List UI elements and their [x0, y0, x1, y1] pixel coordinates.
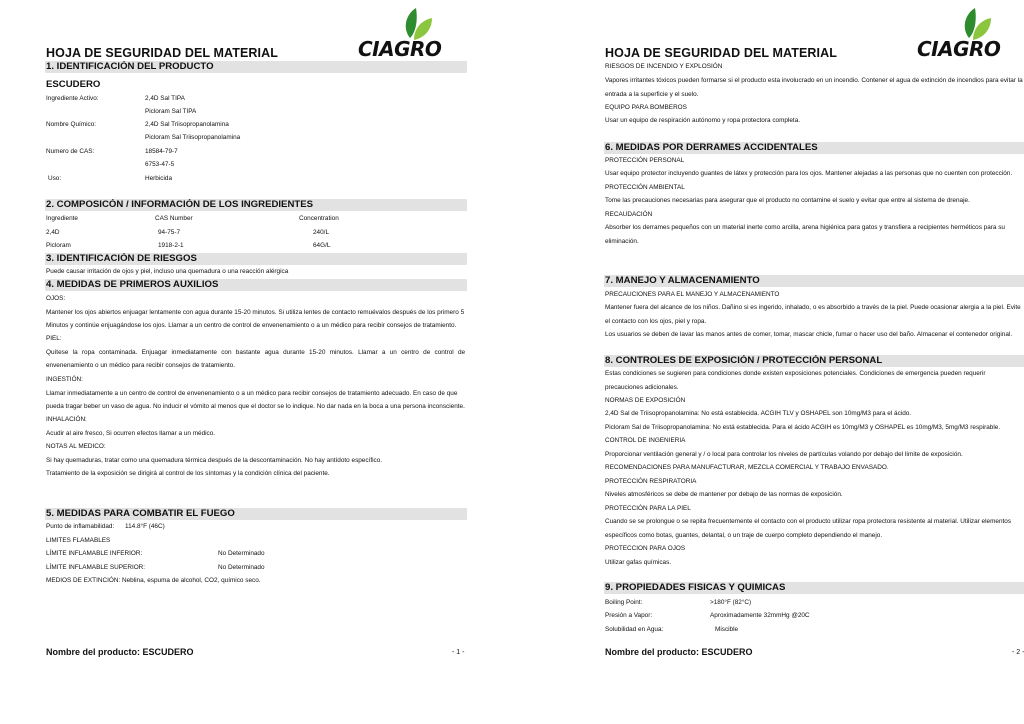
paragraph: Cuando se se prolongue o se repita frecuentemente el contacto con el producto utilizar ropa protectora resistente al material. Utilizar elementos: [605, 518, 1012, 525]
section-9-title: 9. PROPIEDADES FISICAS Y QUIMICAS: [604, 582, 1024, 594]
field-value: 18584-79-7: [145, 148, 178, 155]
document-page-2: [560, 0, 1024, 724]
subheading: INGESTIÓN:: [46, 376, 83, 383]
paragraph: Minutos y continúe enjuagándose los ojos. Llamar a un centro de control de envenenamiento o a un médico para recibir consejos de tratamiento.: [46, 322, 457, 329]
field-value: Herbicida: [145, 175, 172, 182]
paragraph: Llamar inmediatamente a un centro de control de envenenamiento o a un médico para recibir consejos de tratamiento adecuado. En caso de que: [46, 390, 458, 397]
paragraph: Picloram Sal de Triisopropanolamina: No está establecida. Para el ácido ACGIH es 10mg/M3 y OSHAPEL es 10mg/M3, 5mg/M3 respirable.: [605, 424, 1001, 431]
table-cell: 64G/L: [313, 242, 331, 249]
paragraph: Quítese la ropa contaminada. Enjuagar inmediatamente con bastante agua durante 15-20 minutos. Llamar a un centro de control de: [46, 349, 466, 356]
footer-product-name: Nombre del producto: ESCUDERO: [46, 647, 194, 657]
field-value: Miscible: [715, 626, 739, 633]
section-6-title: 6. MEDIDAS POR DERRAMES ACCIDENTALES: [604, 142, 1024, 154]
logo-wordmark: CIAGRO: [917, 37, 1001, 61]
subheading: PROTECCIÓN PARA LA PIEL: [605, 505, 691, 512]
page-number: - 2 -: [1012, 649, 1024, 656]
paragraph: Mantener los ojos abiertos enjuagar lentamente con agua durante 15-20 minutos. Si utiliza lentes de contacto remuévalos después de los primero 5: [46, 309, 465, 316]
paragraph: Vapores irritantes tóxicos pueden formarse si el producto esta involucrado en un incendio. Contener el agua de extinción de incendios para evitar la: [605, 77, 1023, 84]
paragraph: Absorber los derrames pequeños con un material inerte como arcilla, arena higiénica para gatos y transfiera a recipientes herméticos para su: [605, 224, 1005, 231]
subheading: PROTECCIÓN RESPIRATORIA: [605, 478, 697, 485]
document-title: HOJA DE SEGURIDAD DEL MATERIAL: [605, 46, 837, 60]
paragraph: Tome las precauciones necesarias para asegurar que el producto no contamine el suelo y evitar que entre al sistema de drenaje.: [605, 197, 970, 204]
field-label: Nombre Químico:: [46, 121, 97, 128]
field-label: LÍMITE INFLAMABLE INFERIOR:: [46, 550, 143, 557]
section-3-title: 3. IDENTIFICACIÓN DE RIESGOS: [45, 253, 467, 265]
field-value: Picloram Sal TIPA: [145, 108, 197, 115]
paragraph: 2,4D Sal de Triisopropanolamina: No está establecida. ACGIH TLV y OSHAPEL son 10mg/M3 para el ácido.: [605, 410, 912, 417]
paragraph: Los usuarios se deben de lavar las manos antes de comer, tomar, mascar chicle, fumar o hacer uso del baño. Almacenar el contenedor original.: [605, 331, 1013, 338]
table-header: Concentration: [299, 215, 339, 222]
subheading: PROTECCIÓN PERSONAL: [605, 157, 685, 164]
subheading: PRECAUCIONES PARA EL MANEJO Y ALMACENAMIENTO: [605, 291, 780, 298]
table-cell: 2,4D: [46, 229, 60, 236]
subheading: CONTROL DE INGENIERIA: [605, 437, 686, 444]
paragraph: Tratamiento de la exposición se dirigirá al control de los síntomas y la condición clínica del paciente.: [46, 470, 330, 477]
paragraph: MEDIOS DE EXTINCIÓN: Neblina, espuma de alcohol, CO2, químico seco.: [46, 577, 261, 584]
subheading: EQUIPO PARA BOMBEROS: [605, 104, 687, 111]
field-label: Punto de inflamabilidad:: [46, 523, 115, 530]
field-label: Solubilidad en Agua:: [605, 626, 664, 633]
paragraph: Mantener fuera del alcance de los niños. Dañino si es ingerido, inhalado, o es absorbido a través de la piel. Puede ocasionar alergia a la piel. Evite: [605, 304, 1021, 311]
logo-wordmark: CIAGRO: [358, 37, 442, 61]
field-value: >180°F (82°C): [710, 599, 752, 606]
field-value: 114.8°F (46C): [125, 523, 165, 530]
section-1-title: 1. IDENTIFICACIÓN DEL PRODUCTO: [45, 61, 467, 73]
paragraph: Si hay quemaduras, tratar como una quemadura térmica después de la descontaminación. No hay antídoto específico.: [46, 457, 383, 464]
table-cell: 240/L: [313, 229, 329, 236]
table-cell: Picloram: [46, 242, 71, 249]
footer-product-name: Nombre del producto: ESCUDERO: [605, 647, 753, 657]
subheading: RIESGOS DE INCENDIO Y EXPLOSIÓN: [605, 63, 723, 70]
subheading: LIMITES FLAMABLES: [46, 537, 111, 544]
paragraph: Estas condiciones se sugieren para condiciones donde existen exposiciones potenciales. Condiciones de emergencia pueden requerir: [605, 370, 986, 377]
table-cell: 1918-2-1: [158, 242, 184, 249]
section-7-title: 7. MANEJO Y ALMACENAMIENTO: [604, 275, 1024, 287]
paragraph: Usar un equipo de respiración autónomo y ropa protectora completa.: [605, 117, 801, 124]
field-value: Aproximadamente 32mmHg @20C: [710, 612, 810, 619]
subheading: RECOMENDACIONES PARA MANUFACTURAR, MEZCLA COMERCIAL Y TRABAJO ENVASADO.: [605, 464, 889, 471]
field-label: Numero de CAS:: [46, 148, 95, 155]
field-label: Ingrediente Activo:: [46, 95, 99, 102]
document-title: HOJA DE SEGURIDAD DEL MATERIAL: [46, 46, 278, 60]
field-label: Uso:: [48, 175, 62, 182]
product-name: ESCUDERO: [46, 79, 101, 90]
subheading: INHALACIÓN:: [46, 416, 87, 423]
paragraph: envenenamiento o un médico para recibir consejos de tratamiento.: [46, 362, 235, 369]
paragraph: precauciones adicionales.: [605, 384, 679, 391]
paragraph: Acudir al aire fresco, Si ocurren efectos llamar a un médico.: [46, 430, 216, 437]
paragraph: eliminación.: [605, 238, 639, 245]
subheading: NOTAS AL MEDICO:: [46, 443, 106, 450]
table-header: CAS Number: [155, 215, 193, 222]
field-label: LÍMITE INFLAMABLE SUPERIOR:: [46, 564, 146, 571]
section-8-title: 8. CONTROLES DE EXPOSICIÓN / PROTECCIÓN PERSONAL: [604, 355, 1024, 367]
paragraph: el contacto con los ojos, piel y ropa.: [605, 318, 707, 325]
subheading: PIEL:: [46, 335, 62, 342]
field-label: Boiling Point:: [605, 599, 643, 606]
subheading: OJOS:: [46, 295, 66, 302]
paragraph: Usar equipo protector incluyendo guantes de látex y protección para los ojos. Mantener alejadas a las personas que no cuenten con protección.: [605, 170, 1013, 177]
ciagro-logo: [358, 6, 470, 60]
section-2-title: 2. COMPOSICÓN / INFORMACIÓN DE LOS INGREDIENTES: [45, 199, 467, 211]
paragraph: entrada a la superficie y el suelo.: [605, 91, 699, 98]
subheading: RECAUDACIÓN: [605, 211, 653, 218]
field-value: No Determinado: [218, 550, 265, 557]
paragraph: Niveles atmosféricos se debe de mantener por debajo de las normas de exposición.: [605, 491, 843, 498]
subheading: NORMAS DE EXPOSICIÓN: [605, 397, 686, 404]
subheading: PROTECCION PARA OJOS: [605, 545, 686, 552]
paragraph: específicos como botas, guantes, delantal, o un traje de cuerpo completo dependiendo el manejo.: [605, 532, 883, 539]
field-value: 2,4D Sal Triisopropanolamina: [145, 121, 229, 128]
field-value: Picloram Sal Triisopropanolamina: [145, 134, 241, 141]
paragraph: pueda tragar beber un vaso de agua. No inducir el vómito al menos que el doctor se lo indique. No dar nada en la boca a una persona inconsciente.: [46, 403, 465, 410]
page-number: - 1 -: [452, 649, 465, 656]
paragraph: Proporcionar ventilación general y / o local para controlar los niveles de partículas volando por debajo del límite de exposición.: [605, 451, 963, 458]
table-header: Ingrediente: [46, 215, 78, 222]
table-cell: 94-75-7: [158, 229, 181, 236]
paragraph: Utilizar gafas químicas.: [605, 559, 672, 566]
section-5-title: 5. MEDIDAS PARA COMBATIR EL FUEGO: [45, 508, 467, 520]
subheading: PROTECCIÓN AMBIENTAL: [605, 184, 685, 191]
field-value: 6753-47-5: [145, 161, 175, 168]
field-value: 2,4D Sal TIPA: [145, 95, 185, 102]
ciagro-logo: [917, 6, 1024, 60]
field-label: Presión a Vapor:: [605, 612, 653, 619]
paragraph: Puede causar irritación de ojos y piel, incluso una quemadura o una reacción alérgica: [46, 268, 289, 275]
section-4-title: 4. MEDIDAS DE PRIMEROS AUXILIOS: [45, 279, 467, 291]
field-value: No Determinado: [218, 564, 265, 571]
